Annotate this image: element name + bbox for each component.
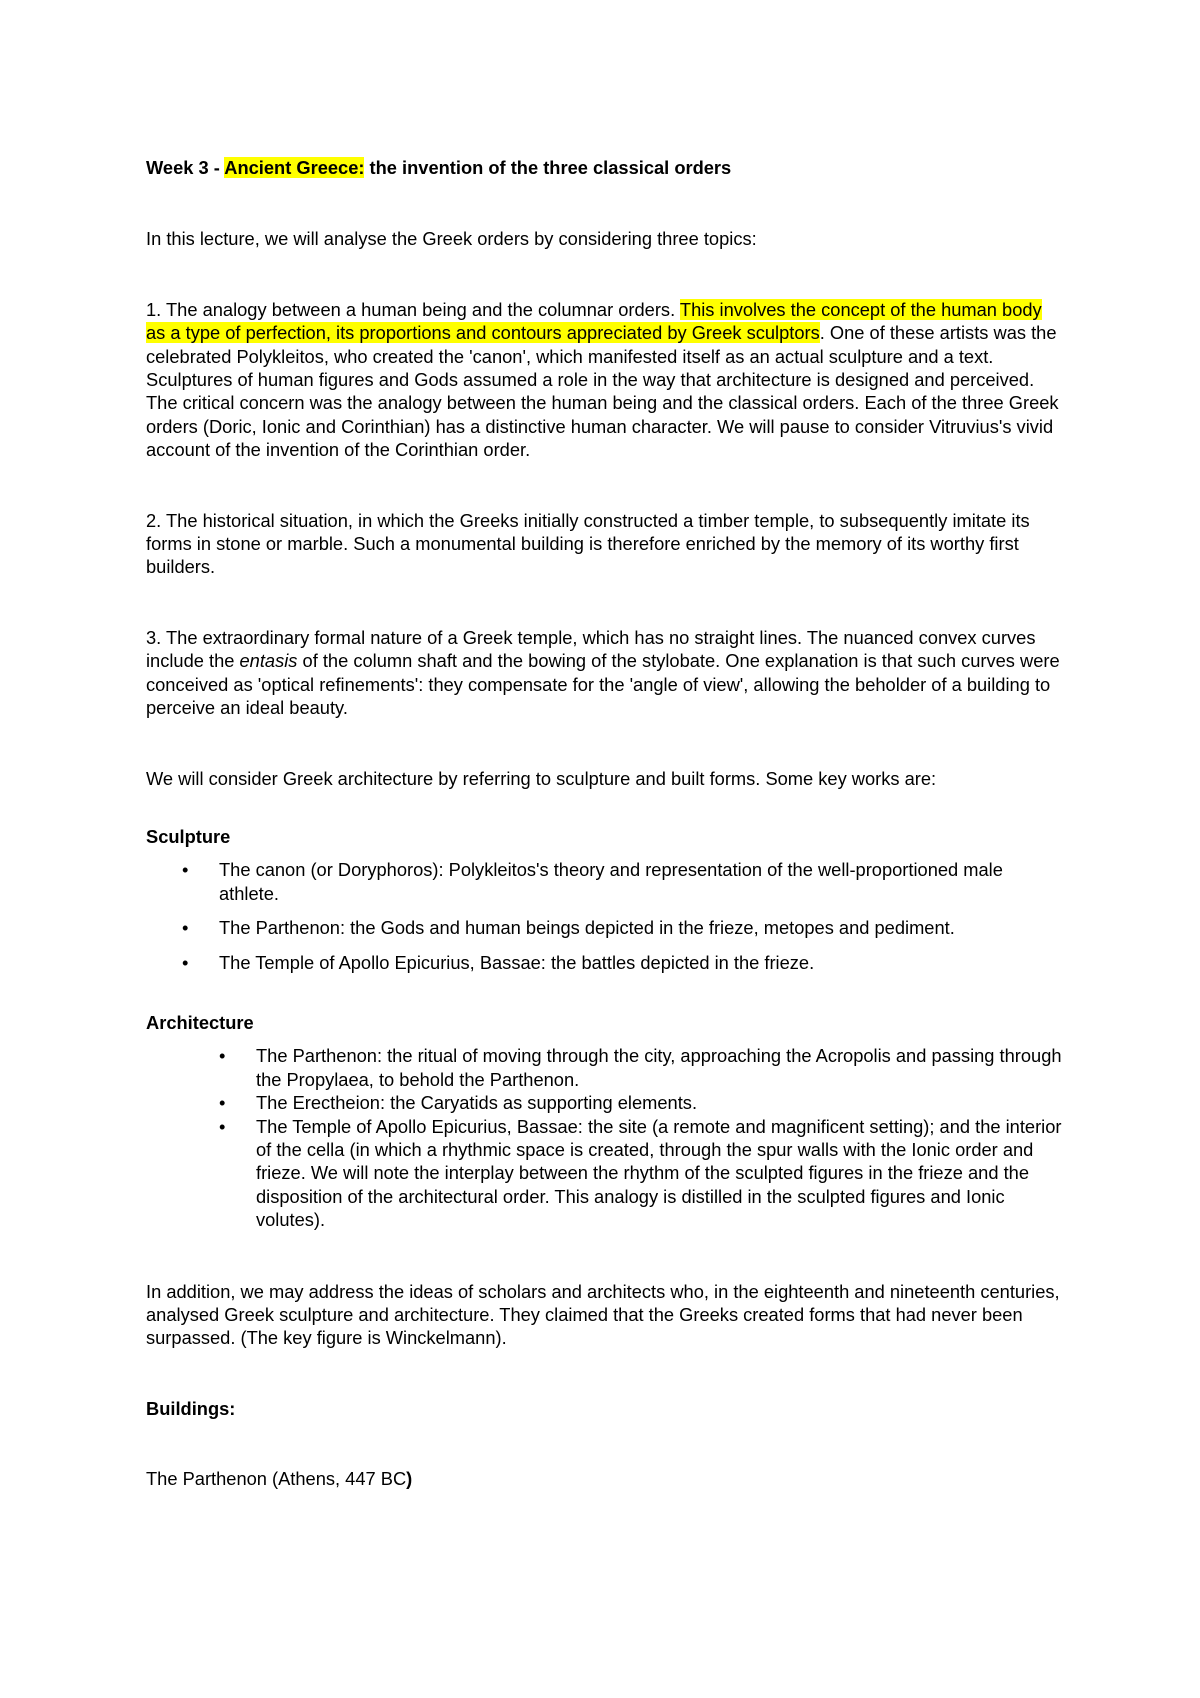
buildings-heading: Buildings: xyxy=(146,1397,236,1419)
topic-3-paragraph xyxy=(146,626,1066,720)
addition-paragraph: In addition, we may address the ideas of scholars and architects who, in the eighteenth and nineteenth centuries, analysed Greek sculpture and architecture. They claimed that the Greeks created forms that had never been surpassed. (The key figure is Winckelmann). xyxy=(146,1280,1060,1349)
topic-3-italic: entasis xyxy=(239,650,298,672)
architecture-list-item: • The Parthenon: the ritual of moving through the city, approaching the Acropolis and passing through the Propylaea, to behold the Parthenon. xyxy=(146,1044,1066,1091)
building-close-paren: ) xyxy=(406,1468,413,1490)
architecture-list-item: • The Temple of Apollo Epicurius, Bassae: the site (a remote and magnificent setting); and the interior of the cella (in which a rhythmic space is created, through the spur walls with the Ionic order and frieze. We will note the interplay between the rhythm of the sculpted figures in the frieze and the disposition of the architectural order. This analogy is distilled in the sculpted figures and Ionic volutes). xyxy=(146,1115,1066,1232)
title-prefix: Week 3 - xyxy=(146,157,225,178)
sculpture-list-item: • The canon (or Doryphoros): Polykleitos's theory and representation of the well-proportioned male athlete. xyxy=(146,858,1066,905)
topic-1-rest: . One of these artists was the celebrated Polykleitos, who created the 'canon', which manifested itself as an actual sculpture and a text. Sculptures of human figures and Gods assumed a role in the way that architecture is designed and perceived. The critical concern was the analogy between the human being and the classical orders. Each of the three Greek orders (Doric, Ionic and Corinthian) has a distinctive human character. We will pause to consider Vitruvius's vivid account of the invention of the Corinthian order. xyxy=(146,322,1059,461)
architecture-heading: Architecture xyxy=(146,1011,254,1033)
sculpture-heading: Sculpture xyxy=(146,825,231,847)
topic-1-lead: 1. The analogy between a human being and the columnar orders. xyxy=(146,298,680,320)
title-highlight: Ancient Greece: xyxy=(224,157,365,178)
topic-2-paragraph: 2. The historical situation, in which the Greeks initially constructed a timber temple, to subsequently imitate its forms in stone or marble. Such a monumental building is therefore enriched by the memory of its worthy first builders. xyxy=(146,509,1030,578)
topic-1-highlight: This involves the concept of the human body as a type of perfection, its proportions and contours appreciated by Greek sculptors xyxy=(146,298,1042,344)
intro-paragraph: In this lecture, we will analyse the Greek orders by considering three topics: xyxy=(146,228,757,250)
sculpture-list-item: • The Parthenon: the Gods and human beings depicted in the frieze, metopes and pediment. xyxy=(146,916,1066,939)
building-entry-parthenon xyxy=(146,1467,1066,1490)
architecture-list-item: • The Erectheion: the Caryatids as supporting elements. xyxy=(146,1091,1066,1114)
sculpture-list xyxy=(146,858,1066,974)
architecture-list xyxy=(146,1044,1066,1231)
topic-3-lead: 3. The extraordinary formal nature of a Greek temple, which has no straight lines. The nuanced convex curves include the xyxy=(146,626,1036,672)
topic-1-paragraph xyxy=(146,298,1066,462)
topic-3-rest: of the column shaft and the bowing of the stylobate. One explanation is that such curves were conceived as 'optical refinements': they compensate for the 'angle of view', allowing the beholder of a building to perceive an ideal beauty. xyxy=(146,650,1060,719)
building-name: The Parthenon (Athens, 447 BC xyxy=(146,1468,407,1490)
document-page xyxy=(146,156,1066,1491)
sculpture-list-item: • The Temple of Apollo Epicurius, Bassae: the battles depicted in the frieze. xyxy=(146,951,1066,974)
key-works-intro: We will consider Greek architecture by referring to sculpture and built forms. Some key works are: xyxy=(146,767,937,789)
document-title xyxy=(146,156,1066,179)
title-rest: the invention of the three classical orders xyxy=(364,157,732,178)
